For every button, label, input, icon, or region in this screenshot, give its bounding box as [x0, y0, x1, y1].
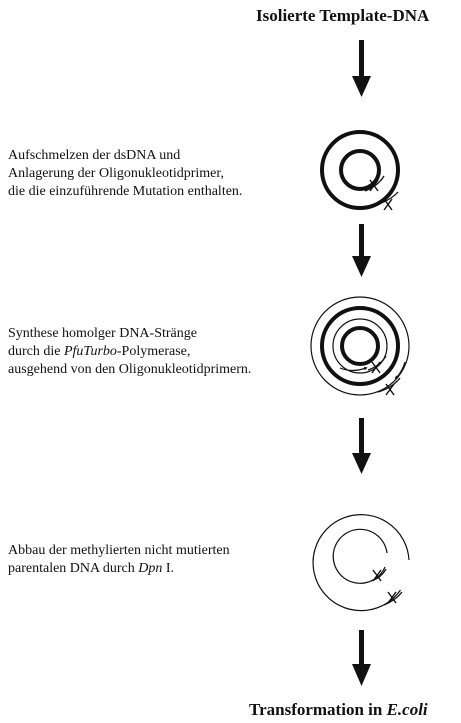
outer-strand: [322, 132, 398, 208]
inner-strand: [341, 151, 379, 189]
plasmid-step-1: [322, 132, 398, 210]
plasmid-step-3: [313, 515, 409, 611]
step-3-line-1: Abbau der methylierten nicht mutierten: [8, 543, 230, 558]
plasmid-step-2: [311, 297, 409, 395]
flow-arrow-4: [352, 630, 371, 686]
step-2-line-2-suffix: -Polymerase,: [116, 344, 191, 359]
new-outer-strand: [311, 297, 409, 395]
mutation-mark-outer: [384, 199, 392, 210]
step-1-line-2: Anlagerung der Oligonukleotidprimer,: [8, 166, 224, 181]
flow-arrow-2: [352, 224, 371, 277]
mutant-inner-strand: [333, 529, 387, 583]
step-3-line-2-prefix: parentalen DNA durch: [8, 561, 139, 576]
step-1-line-1: Aufschmelzen der dsDNA und: [8, 148, 181, 163]
step-2-enzyme-name: PfuTurbo: [63, 344, 117, 359]
synthesis-direction-outer: [396, 362, 405, 378]
step-1-line-3: die die einzuführende Mutation enthalten.: [8, 184, 243, 199]
inner-strand: [342, 328, 378, 364]
flow-arrow-1: [352, 40, 371, 97]
title-bottom-organism: E.coli: [386, 700, 428, 719]
step-3-line-2-suffix: I.: [162, 561, 175, 576]
diagram-title-top: Isolierte Template-DNA: [256, 6, 430, 25]
mutation-mark-outer: [386, 384, 394, 395]
step-2-line-3: ausgehend von den Oligonukleotidprimern.: [8, 362, 252, 377]
flow-arrow-3: [352, 418, 371, 474]
step-3-enzyme-name: Dpn: [138, 561, 163, 576]
step-2-line-2-prefix: durch die: [8, 344, 64, 359]
title-bottom-prefix: Transformation in: [249, 700, 387, 719]
step-2-line-1: Synthese homolger DNA-Stränge: [8, 326, 197, 341]
